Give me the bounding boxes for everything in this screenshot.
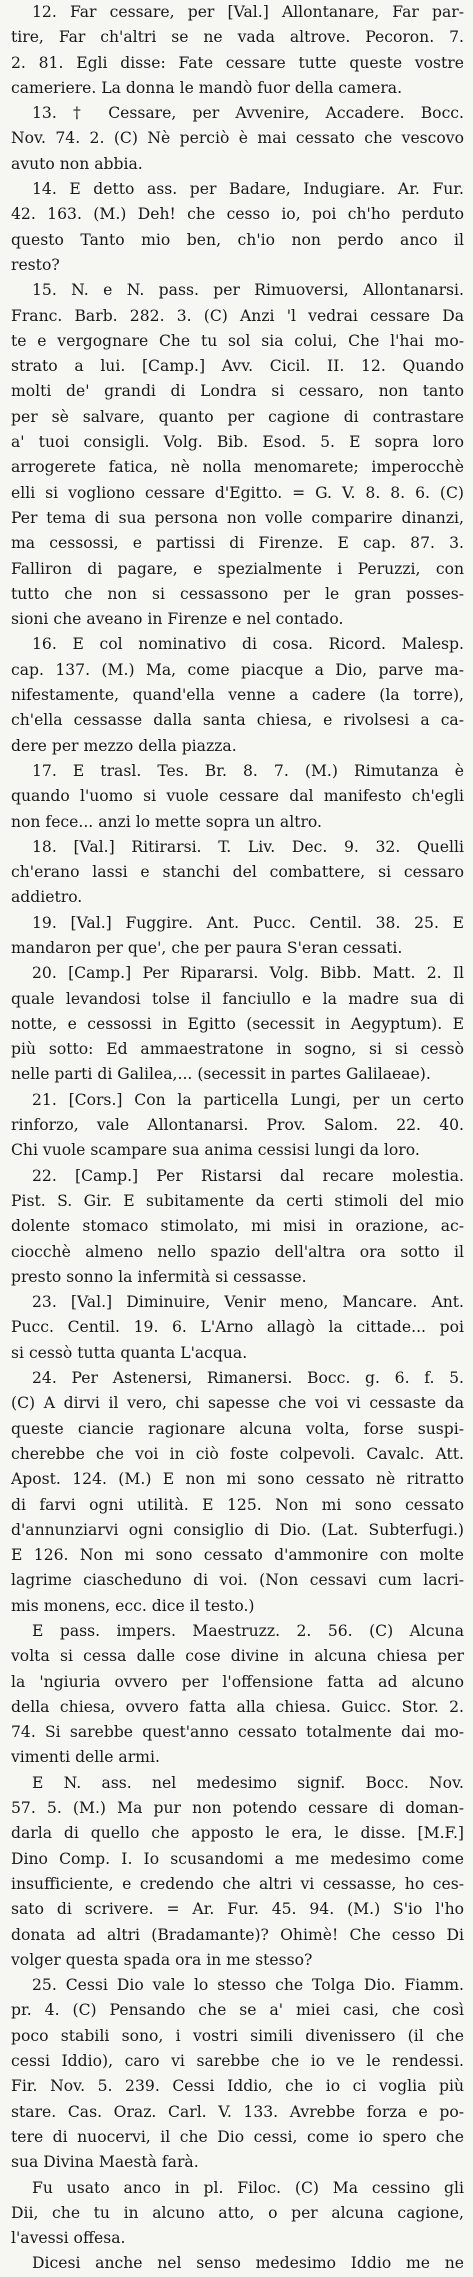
text-line: E pass. impers. Maestruzz. 2. 56. (C) Alcuna bbox=[32, 1622, 464, 1640]
text-line: l'avessi offesa. bbox=[11, 2229, 126, 2248]
text-line: 25. Cessi Dio vale lo stesso che Tolga Dio. Fiamm. bbox=[32, 1976, 464, 1995]
text-line: 16. E col nominativo di cosa. Ricord. Malesp. bbox=[32, 635, 464, 654]
text-line: Pist. S. Gir. E subitamente da certi stimoli del mio bbox=[11, 1191, 464, 1210]
text-line: presto sonno la infermità si cessasse. bbox=[11, 1267, 307, 1286]
text-line: non fece... anzi lo mette sopra un altro. bbox=[11, 812, 322, 831]
text-line: sua Divina Maestà farà. bbox=[11, 2153, 199, 2172]
text-line: 13. † Cessare, per Avvenire, Accadere. Bocc. bbox=[32, 104, 464, 123]
text-line: darla di quello che apposto le era, le disse. [M.F.] bbox=[11, 1824, 464, 1843]
text-line: dere per mezzo della piazza. bbox=[11, 736, 237, 755]
text-line: 12. Far cessare, per [Val.] Allontanare, Far par- bbox=[32, 3, 464, 21]
text-line: mis monens, ecc. dice il testo.) bbox=[11, 1596, 255, 1615]
text-line: strato a lui. [Camp.] Avv. Cicil. II. 12. Quando bbox=[11, 357, 464, 376]
text-line: per sè salvare, quanto per cagione di contrastare bbox=[11, 407, 464, 426]
text-line: Dicesi anche nel senso medesimo Iddio me ne bbox=[32, 2254, 464, 2273]
text-line: (C) A dirvi il vero, chi sapesse che voi vi cessaste da bbox=[11, 1394, 464, 1413]
text-line: cameriere. La donna le mandò fuor della camera. bbox=[11, 78, 403, 97]
text-line: di farvi ogni utilità. E 125. Non mi sono cessato bbox=[11, 1495, 464, 1514]
text-line: Fir. Nov. 5. 239. Cessi Iddio, che io ci voglia più bbox=[11, 2077, 464, 2096]
text-line: Nov. 74. 2. (C) Nè perciò è mai cessato che vescovo bbox=[11, 129, 464, 148]
text-line: volta si cessa dalle cose divine in alcuna chiesa per bbox=[11, 1647, 464, 1666]
text-line: 14. E detto ass. per Badare, Indugiare. Ar. Fur. bbox=[32, 180, 464, 199]
text-line: ch'ella cessasse dalla santa chiesa, e rivolsesi a ca- bbox=[11, 711, 464, 730]
text-line: più sotto: Ed ammaestratone in sogno, si si cessò bbox=[11, 1040, 464, 1059]
text-line: tutto che non si cessassono per le gran posses- bbox=[11, 584, 464, 603]
text-line: a' tuoi consigli. Volg. Bib. Esod. 5. E sopra loro bbox=[11, 433, 464, 452]
text-line: ciocchè almeno nello spazio dell'altra ora sotto il bbox=[11, 1242, 464, 1261]
text-line: 74. Si sarebbe quest'anno cessato totalmente dai mo- bbox=[11, 1723, 464, 1742]
text-line: sato di scrivere. = Ar. Fur. 45. 94. (M.) S'io l'ho bbox=[11, 1900, 464, 1919]
text-line: 17. E trasl. Tes. Br. 8. 7. (M.) Rimutanza è bbox=[32, 761, 464, 780]
text-line: donata ad altri (Bradamante)? Ohimè! Che cesso Di bbox=[11, 1925, 464, 1944]
text-line: notte, e cessossi in Egitto (secessit in Aegyptum). E bbox=[11, 1014, 464, 1033]
text-line: pr. 4. (C) Pensando che se a' miei casi, che così bbox=[11, 2001, 464, 2020]
text-line: avuto non abbia. bbox=[11, 154, 143, 173]
text-line: mandaron per que', che per paura S'eran cessati. bbox=[11, 938, 403, 957]
text-line: dolente stomaco stimolato, mi misi in orazione, ac- bbox=[11, 1217, 464, 1236]
text-line: Apost. 124. (M.) E non mi sono cessato nè ritratto bbox=[11, 1470, 464, 1489]
text-line: d'annunziarvi ogni consiglio di Dio. (Lat. Subterfugi.) bbox=[11, 1520, 464, 1539]
text-line: la 'ngiuria ovvero per l'offensione fatta ad alcuno bbox=[11, 1672, 464, 1691]
text-line: ma cessossi, e partissi di Firenze. E cap. 87. 3. bbox=[11, 534, 464, 553]
text-line: resto? bbox=[11, 255, 60, 274]
text-line: te e vergognare Che tu sol sia colui, Che l'hai mo- bbox=[11, 331, 464, 350]
text-line: arrogerete fatica, nè nolla menomarete; imperocchè bbox=[11, 458, 464, 477]
text-line: cap. 137. (M.) Ma, come piacque a Dio, parve ma- bbox=[11, 660, 464, 679]
text-line: 18. [Val.] Ritirarsi. T. Liv. Dec. 9. 32. Quelli bbox=[32, 837, 464, 856]
text-line: E 126. Non mi sono cessato d'ammonire con molte bbox=[11, 1546, 464, 1565]
text-line: poco stabili sono, i vostri simili divenissero (il che bbox=[11, 2026, 464, 2045]
text-line: nelle parti di Galilea,... (secessit in partes Galilaeae). bbox=[11, 1065, 431, 1084]
text-line: tire, Far ch'altri se ne vada altrove. Pecoron. 7. bbox=[11, 28, 464, 47]
text-line: lagrime ciascheduno di voi. (Non cessavi cum lacri- bbox=[11, 1571, 464, 1590]
text-line: questo Tanto mio ben, ch'io non perdo anco il bbox=[11, 230, 464, 249]
text-line: quando l'uomo si vuole cessare dal manifesto ch'egli bbox=[11, 787, 464, 806]
text-line: nifestamente, quand'ella venne a cadere (la torre), bbox=[11, 686, 464, 705]
text-line: Dino Comp. I. Io scusandomi a me medesimo come bbox=[11, 1849, 464, 1868]
text-line: della chiesa, ovvero fatta alla chiesa. Guicc. Stor. 2. bbox=[11, 1697, 464, 1716]
text-line: 20. [Camp.] Per Ripararsi. Volg. Bibb. Matt. 2. Il bbox=[32, 964, 464, 983]
text-line: elli si vogliono cessare d'Egitto. = G. V. 8. 8. 6. (C) bbox=[11, 483, 464, 502]
text-line: 23. [Val.] Diminuire, Venir meno, Mancare. Ant. bbox=[32, 1293, 464, 1312]
text-line: si cessò tutta quanta L'acqua. bbox=[11, 1343, 248, 1362]
text-line: Pucc. Centil. 19. 6. L'Arno allagò la cittade... poi bbox=[11, 1318, 464, 1337]
text-line: vimenti delle armi. bbox=[11, 1748, 160, 1767]
text-line: Fu usato anco in pl. Filoc. (C) Ma cessino gli bbox=[32, 2178, 464, 2197]
text-line: molti de' grandi di Londra si cessaro, non tanto bbox=[11, 382, 464, 401]
text-line: cessi Iddio), caro vi sarebbe che io ve le rendessi. bbox=[11, 2052, 464, 2071]
text-line: 2. 81. Egli disse: Fate cessare tutte queste vostre bbox=[11, 53, 464, 72]
text-line: ch'erano lassi e stanchi del combattere, si cessaro bbox=[11, 863, 464, 882]
text-line: Franc. Barb. 282. 3. (C) Anzi 'l vedrai cessare Da bbox=[11, 306, 464, 325]
text-line: cherebbe che voi in ciò foste colpevoli. Cavalc. Att. bbox=[11, 1444, 464, 1463]
text-line: queste ciancie ragionare alcuna volta, forse suspi- bbox=[11, 1419, 464, 1438]
text-line: 24. Per Astenersi, Rimanersi. Bocc. g. 6. f. 5. bbox=[32, 1369, 464, 1388]
text-line: addietro. bbox=[11, 888, 83, 907]
text-line: tere di nuocervi, il che Dio cessi, come io spero che bbox=[11, 2127, 464, 2146]
text-line: Falliron di pagare, e spezialmente i Peruzzi, con bbox=[11, 559, 464, 578]
text-line: 22. [Camp.] Per Ristarsi dal recare molestia. bbox=[32, 1166, 464, 1185]
text-line: 57. 5. (M.) Ma pur non potendo cessare di doman- bbox=[11, 1799, 464, 1818]
text-line: Per tema di sua persona non volle comparire dinanzi, bbox=[11, 508, 464, 527]
text-line: 42. 163. (M.) Deh! che cesso io, poi ch'ho perduto bbox=[11, 205, 464, 224]
text-line: insufficiente, e credendo che altri vi cessasse, ho ces- bbox=[11, 1874, 464, 1893]
text-line: quale levandosi tolse il fanciullo e la madre sua di bbox=[11, 989, 464, 1008]
text-line: E N. ass. nel medesimo signif. Bocc. Nov. bbox=[32, 1773, 464, 1792]
text-line: rinforzo, vale Allontanarsi. Prov. Salom. 22. 40. bbox=[11, 1116, 464, 1135]
text-line: 15. N. e N. pass. per Rimuoversi, Allontanarsi. bbox=[32, 281, 464, 300]
text-line: stare. Cas. Oraz. Carl. V. 133. Avrebbe forza e po- bbox=[11, 2102, 464, 2121]
text-line: Dii, che tu in alcuno atto, o per alcuna cagione, bbox=[11, 2203, 464, 2222]
text-line: sioni che aveano in Firenze e nel contado. bbox=[11, 610, 344, 629]
text-line: 21. [Cors.] Con la particella Lungi, per un certo bbox=[32, 1090, 464, 1109]
text-line: Chi vuole scampare sua anima cessisi lungi da loro. bbox=[11, 1141, 420, 1160]
text-line: volger questa spada ora in me stesso? bbox=[11, 1950, 313, 1969]
text-line: 19. [Val.] Fuggire. Ant. Pucc. Centil. 38. 25. E bbox=[32, 913, 464, 932]
